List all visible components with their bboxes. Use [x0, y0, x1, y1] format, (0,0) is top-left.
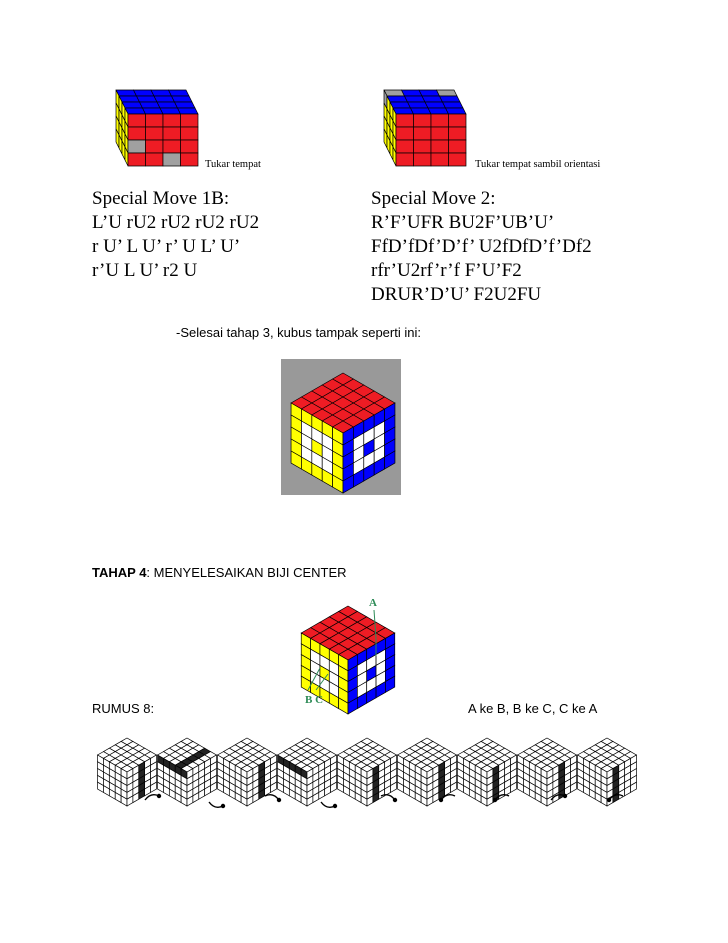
arrow-head-icon — [157, 794, 161, 798]
cube-front-tile — [396, 127, 414, 140]
cube-front-tile — [163, 140, 181, 153]
cube-front-tile — [146, 140, 164, 153]
cube-top-tile — [411, 108, 432, 114]
cube-top-tile — [151, 90, 172, 96]
cube-illustration-swap-orient — [374, 86, 474, 176]
arrow-head-icon — [333, 804, 337, 808]
sequence-cube — [578, 738, 637, 806]
arrow-head-icon — [607, 798, 611, 802]
cube-top-tile — [125, 108, 146, 114]
cube-top-tile — [393, 108, 414, 114]
sequence-cube — [518, 738, 577, 806]
cube-front-tile — [449, 127, 467, 140]
sequence-cube — [98, 738, 157, 806]
cube-top-tile — [157, 102, 178, 108]
move-sequence-strip — [99, 736, 639, 816]
cube-top-tile — [134, 90, 155, 96]
cube-front-tile — [181, 127, 199, 140]
cube-top-tile — [422, 96, 443, 102]
cube-front-tile — [449, 114, 467, 127]
cube-top-tile — [172, 96, 193, 102]
cube-front-tile — [128, 127, 146, 140]
special-move-2-line: FfD’fDf’D’f’ U2fDfD’f’Df2 — [371, 236, 592, 257]
sequence-cube — [218, 738, 277, 806]
cube-front-tile — [128, 114, 146, 127]
sequence-cube — [338, 738, 397, 806]
sequence-cube — [278, 738, 337, 806]
caption-swap: Tukar tempat — [205, 159, 261, 170]
cube-illustration-stage3 — [281, 359, 401, 495]
special-move-2-line: R’F’UFR BU2F’UB’U’ — [371, 212, 555, 233]
cube-top-tile — [154, 96, 175, 102]
cube-front-tile — [414, 114, 432, 127]
sequence-cube — [158, 738, 217, 806]
cube-front-tile — [146, 127, 164, 140]
cube-top-tile — [116, 90, 137, 96]
rotation-arrow-icon — [321, 802, 337, 808]
cube-top-tile — [178, 108, 199, 114]
cube-illustration-stage4 — [294, 598, 414, 708]
stage3-note: -Selesai tahap 3, kubus tampak seperti ini: — [176, 325, 421, 340]
cube-front-tile — [181, 140, 199, 153]
cube-top-tile — [443, 102, 464, 108]
cube-front-tile — [449, 140, 467, 153]
special-move-1b-line: L’U rU2 rU2 rU2 rU2 — [92, 212, 260, 233]
cube-top-tile — [384, 90, 405, 96]
cube-front-tile — [396, 114, 414, 127]
rotation-arrow-icon — [209, 802, 225, 808]
formula-label: RUMUS 8: — [92, 701, 155, 716]
cube-front-tile — [128, 140, 146, 153]
special-move-1b-line: r’U L U’ r2 U — [92, 260, 198, 281]
formula-note: A ke B, B ke C, C ke A — [468, 701, 598, 716]
arrow-head-icon — [393, 798, 397, 802]
caption-swap-orient: Tukar tempat sambil orientasi — [475, 159, 601, 170]
cube-top-tile — [140, 102, 161, 108]
cube-front-tile — [431, 127, 449, 140]
cube-front-tile — [414, 153, 432, 166]
cube-top-tile — [160, 108, 181, 114]
marker-bc: B C — [305, 694, 324, 706]
arrow-head-icon — [221, 804, 225, 808]
cube-front-tile — [163, 127, 181, 140]
rotation-arrow-icon — [145, 794, 161, 800]
cube-top-tile — [419, 90, 440, 96]
cube-front-tile — [431, 153, 449, 166]
stage4-label: TAHAP 4 — [92, 565, 147, 580]
special-move-2 — [371, 187, 592, 307]
cube-front-tile — [431, 140, 449, 153]
rotation-arrow-icon — [381, 795, 395, 800]
cube-front-tile — [414, 140, 432, 153]
cube-front-tile — [163, 114, 181, 127]
sequence-cube — [398, 738, 457, 806]
special-move-1b — [92, 187, 259, 283]
cube-top-tile — [408, 102, 429, 108]
cube-top-tile — [119, 96, 140, 102]
special-move-1b-title: Special Move 1B: — [92, 188, 230, 209]
cube-top-tile — [387, 96, 408, 102]
cube-top-tile — [402, 90, 423, 96]
cube-top-tile — [175, 102, 196, 108]
arrow-head-icon — [493, 798, 497, 802]
cube-top-tile — [122, 102, 143, 108]
special-move-1b-line: r U’ L U’ r’ U L’ U’ — [92, 236, 241, 257]
special-move-2-line: DRUR’D’U’ F2U2FU — [371, 284, 542, 305]
cube-top-tile — [428, 108, 449, 114]
cube-front-tile — [414, 127, 432, 140]
cube-top-tile — [169, 90, 190, 96]
arrow-head-icon — [277, 798, 281, 802]
rotation-arrow-icon — [265, 795, 279, 800]
cube-top-tile — [440, 96, 461, 102]
cube-front-tile — [146, 114, 164, 127]
stage3-result-image — [281, 359, 401, 495]
cube-top-tile — [137, 96, 158, 102]
special-move-2-title: Special Move 2: — [371, 188, 496, 209]
cube-front-tile — [181, 114, 199, 127]
rotation-arrow-icon — [265, 795, 281, 803]
marker-a: A — [369, 597, 377, 609]
cube-top-tile — [425, 102, 446, 108]
cube-front-tile — [449, 153, 467, 166]
cube-top-tile — [390, 102, 411, 108]
cube-front-tile — [431, 114, 449, 127]
cube-top-tile — [405, 96, 426, 102]
cube-front-tile — [396, 153, 414, 166]
arrow-head-icon — [563, 794, 567, 798]
cube-front-tile — [146, 153, 164, 166]
cube-top-tile — [446, 108, 467, 114]
special-move-2-line: rfr’U2rf’r’f F’U’F2 — [371, 260, 522, 281]
cube-front-tile — [128, 153, 146, 166]
cube-front-tile — [181, 153, 199, 166]
cube-front-tile — [163, 153, 181, 166]
cube-illustration-swap — [106, 86, 206, 176]
cube-top-tile — [437, 90, 458, 96]
cube-top-tile — [143, 108, 164, 114]
stage4-heading — [92, 565, 347, 580]
stage4-title: : MENYELESAIKAN BIJI CENTER — [146, 565, 347, 580]
cube-front-tile — [396, 140, 414, 153]
arrow-head-icon — [439, 798, 443, 802]
